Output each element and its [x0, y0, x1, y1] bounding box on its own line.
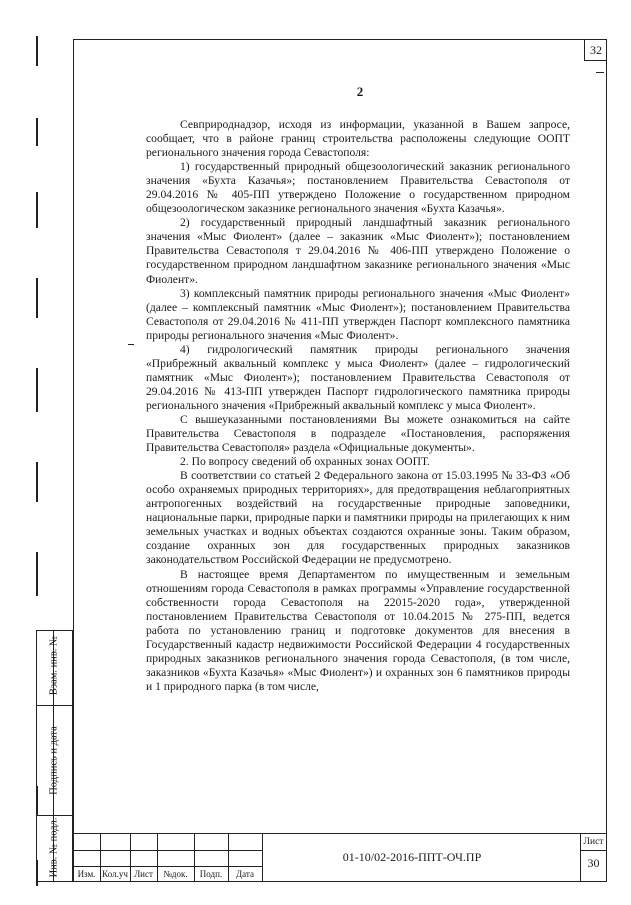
binding-mark: [36, 368, 38, 412]
title-block-row: [580, 850, 607, 851]
paragraph: 1) государственный природный общезоологический заказник регионального значения «Бухта Казачья»; постановлением Правительства Севастополя от 29.04.2016 № 405-ПП утверждено Положение о государственном природном общезоологическом заказнике регионального значения «Бухта Казачья».: [146, 160, 570, 216]
signature-date-label: Подпись и дата: [48, 726, 60, 795]
document-code: 01-10/02-2016-ППТ-ОЧ.ПР: [342, 850, 482, 864]
paragraph: Севприроднадзор, исходя из информации, указанной в Вашем запросе, сообщает, что в районе границ строительства расположены следующие ООПТ регионального значения города Севастополя:: [146, 118, 570, 160]
letter-body: [146, 118, 570, 694]
sheet-number-top: 32: [584, 39, 607, 61]
paragraph: 3) комплексный памятник природы регионального значения «Мыс Фиолент» (далее – комплексный памятник «Мыс Фиолент»); постановлением Правительства Севастополя от 29.04.2016 № 411-ПП утвержден Паспорт комплексного памятника природы регионального значения «Мыс Фиолент».: [146, 286, 570, 342]
col-sheet: Лист: [134, 869, 153, 879]
paragraph: 4) гидрологический памятник природы регионального значения «Прибрежный аквальный комплекс у мыса Фиолент» (далее – гидрологический памятник «Мыс Фиолент»); постановлением Правительства Севастополя от 29.04.2016 № 413-ПП утвержден Паспорт гидрологического памятника природы регионального значения «Прибрежный аквальный комплекс у мыса Фиолент».: [146, 342, 570, 412]
binding-mark: [36, 552, 38, 596]
page-number: 2: [356, 84, 364, 99]
replaced-inventory-label: Взам. инв. №: [48, 635, 60, 696]
col-signature: Подп.: [199, 869, 223, 879]
binding-mark: [36, 118, 38, 146]
original-inventory-label: Инв. № подл.: [48, 817, 60, 878]
col-date: Дата: [236, 869, 254, 879]
col-change: Изм.: [77, 869, 96, 879]
paragraph: 2) государственный природный ландшафтный заказник регионального значения «Мыс Фиолент» (далее – заказник «Мыс Фиолент»); постановлением Правительства Севастополя т 29.04.2016 № 406-ПП утверждено Положение о государственном природном ландшафтном заказнике регионального значения «Мыс Фиолент».: [146, 216, 570, 286]
binding-mark: [36, 462, 38, 502]
sheet-label: Лист: [583, 837, 604, 847]
paragraph: 2. По вопросу сведений об охранных зонах ООПТ.: [180, 455, 430, 469]
binding-mark: [36, 192, 38, 228]
binding-mark: [36, 36, 38, 66]
col-count: Кол.уч: [102, 869, 128, 879]
col-doc-number: №док.: [163, 869, 188, 879]
paragraph: С вышеуказанными постановлениями Вы можете ознакомиться на сайте Правительства Севастополя в подразделе «Постановления, распоряжения Правительства Севастополя» раздела «Официальные документы».: [146, 412, 570, 455]
side-divider: [36, 815, 73, 816]
paragraph: В настоящее время Департаментом по имущественным и земельным отношениям города Севастополя в рамках программы «Управление государственной собственности города Севастополя на 22015-2020 года», утвержденной постановлением Правительства Севастополя от 10.04.2015 № 275-ПП, ведется работа по установлению границ и подготовке документов для внесения в Государственный кадастр недвижимости Российской Федерации 4 государственных природных заказников регионального значения города Севастополя, (в том числе, заказников «Бухта Казачья» «Мыс Фиолент») и охранных зон 6 памятников природы и 1 природного парка (в том числе,: [146, 567, 570, 693]
sheet-number: 30: [587, 856, 600, 870]
binding-mark: [36, 278, 38, 318]
title-block-row: [73, 866, 262, 867]
side-divider: [36, 705, 73, 706]
paragraph: В соответствии со статьей 2 Федерального закона от 15.03.1995 № 33-ФЗ «Об особо охраняемых природных территориях», для предотвращения неблагоприятных антропогенных воздействий на государственные природные заповедники, национальные парки, природные парки и памятники природы на прилегающих к ним земельных участках и водных объектах создаются охранные зоны. Таким образом, создание охранных зон для государственных природных заказников законодательством Российской Федерации не предусмотрено.: [146, 469, 570, 567]
title-block-row: [73, 850, 262, 851]
title-block-top: [73, 833, 607, 834]
